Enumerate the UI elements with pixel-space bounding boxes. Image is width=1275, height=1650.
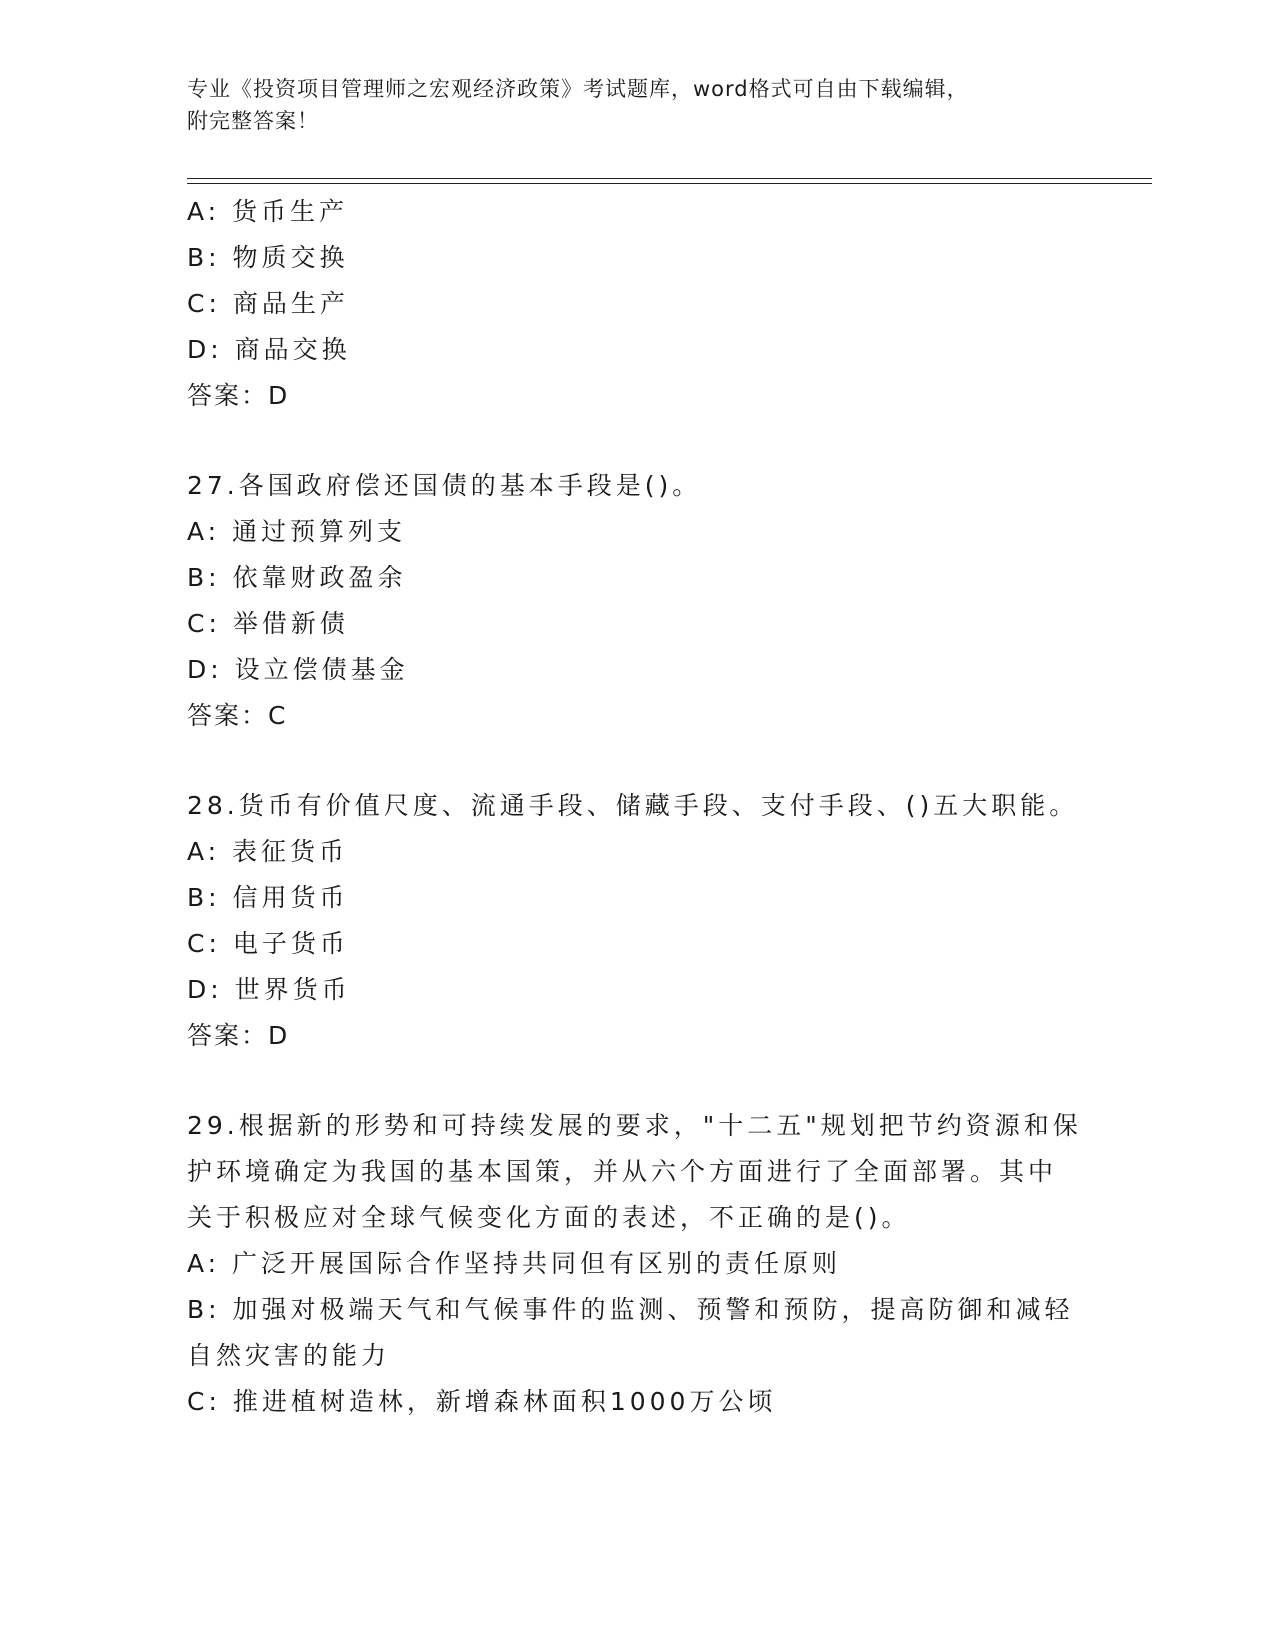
- option-b-line-2: 自然灾害的能力: [187, 1341, 391, 1370]
- answer: 答案：C: [187, 701, 288, 730]
- answer: 答案：D: [187, 1021, 290, 1050]
- option-c: C: 商品生产: [187, 289, 349, 318]
- option-a: A: 通过预算列支: [187, 517, 407, 546]
- spacer: [187, 419, 1087, 463]
- option-c: C: 举借新债: [187, 609, 349, 638]
- option-c: C: 电子货币: [187, 929, 349, 958]
- spacer: [187, 1059, 1087, 1103]
- question-list: [187, 189, 1087, 1425]
- question-28: [187, 783, 1087, 1059]
- option-a: A: 货币生产: [187, 197, 349, 226]
- option-b-line-1: B: 加强对极端天气和气候事件的监测、预警和预防，提高防御和减轻: [187, 1295, 1074, 1324]
- question-stem-line-1: 29.根据新的形势和可持续发展的要求，"十二五"规划把节约资源和保: [187, 1111, 1082, 1140]
- option-b: B: 信用货币: [187, 883, 349, 912]
- answer: 答案：D: [187, 381, 290, 410]
- option-b: B: 物质交换: [187, 243, 349, 272]
- header-line-2: 附完整答案！: [187, 109, 319, 133]
- option-d: D: 商品交换: [187, 335, 351, 364]
- option-a: A: 表征货币: [187, 837, 349, 866]
- question-27: [187, 463, 1087, 739]
- header-divider-bottom: [187, 183, 1152, 184]
- spacer: [187, 739, 1087, 783]
- question-stem-line-3: 关于积极应对全球气候变化方面的表述，不正确的是()。: [187, 1203, 911, 1232]
- document-header: [187, 73, 1067, 137]
- question-stem: 27.各国政府偿还国债的基本手段是()。: [187, 471, 702, 500]
- option-a: A: 广泛开展国际合作坚持共同但有区别的责任原则: [187, 1249, 842, 1278]
- option-d: D: 设立偿债基金: [187, 655, 409, 684]
- option-c: C: 推进植树造林，新增森林面积1000万公顷: [187, 1387, 777, 1416]
- header-line-1: 专业《投资项目管理师之宏观经济政策》考试题库，word格式可自由下载编辑，: [187, 77, 969, 101]
- option-d: D: 世界货币: [187, 975, 351, 1004]
- question-stem: 28.货币有价值尺度、流通手段、储藏手段、支付手段、()五大职能。: [187, 791, 1079, 820]
- header-divider-top: [187, 178, 1152, 179]
- question-29: [187, 1103, 1087, 1425]
- option-b: B: 依靠财政盈余: [187, 563, 407, 592]
- question-stem-line-2: 护环境确定为我国的基本国策，并从六个方面进行了全面部署。其中: [187, 1157, 1058, 1186]
- question-26: [187, 189, 1087, 419]
